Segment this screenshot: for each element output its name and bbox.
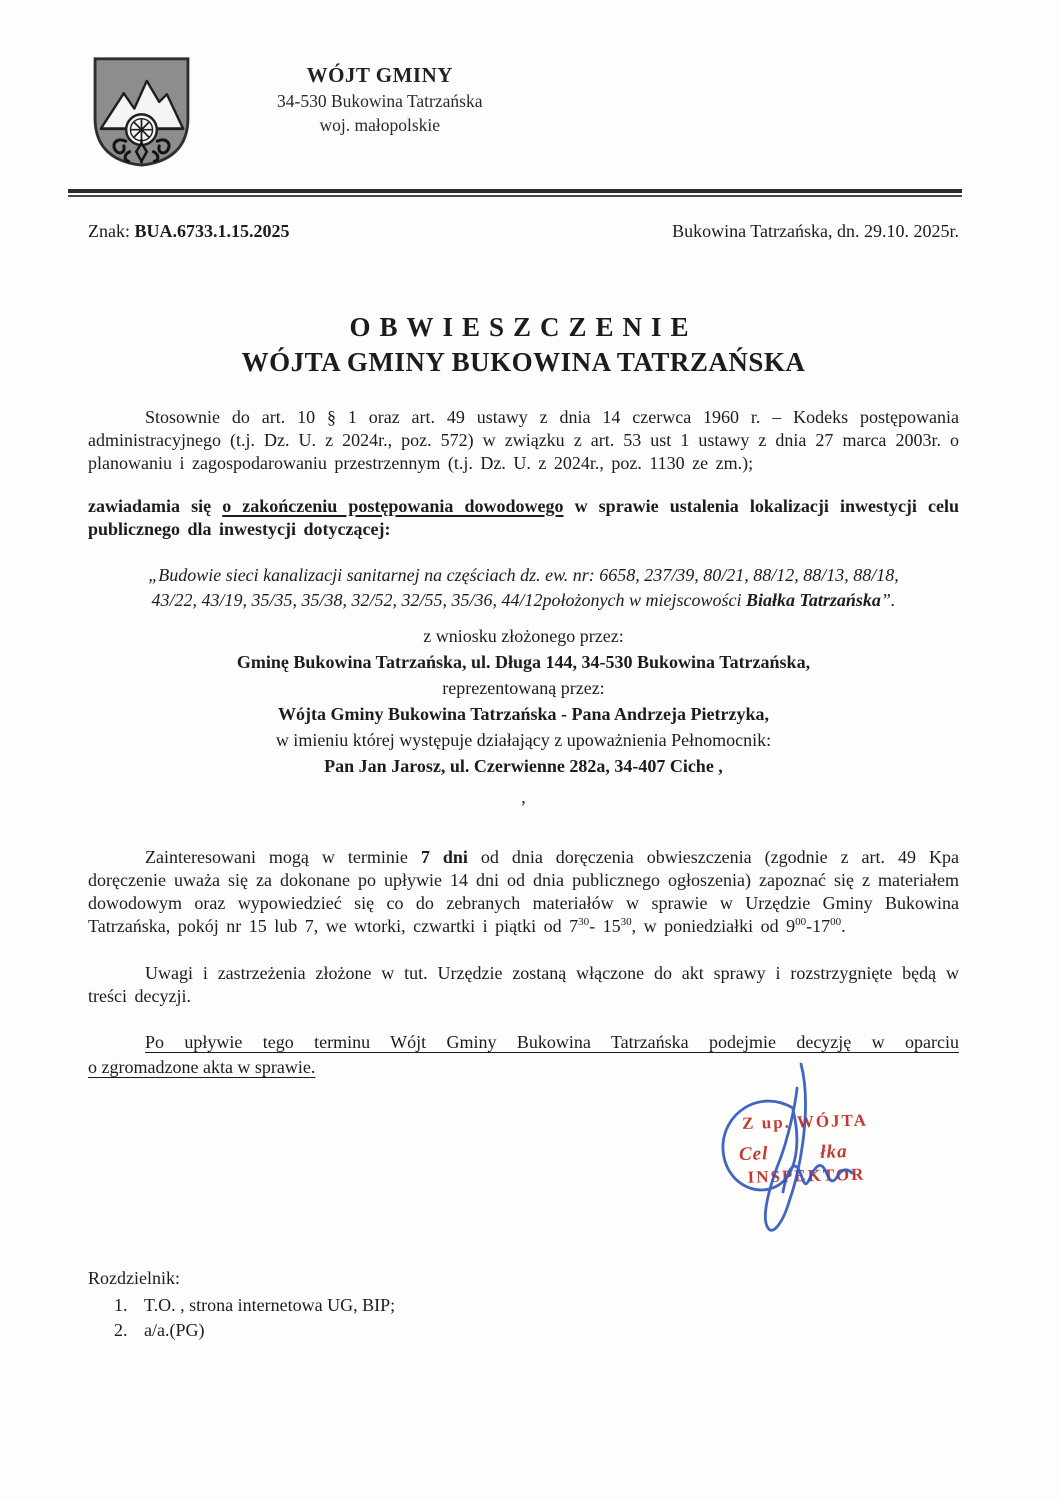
letterhead-text [277, 55, 483, 136]
legal-basis-paragraph: Stosownie do art. 10 § 1 oraz art. 49 ustawy z dnia 14 czerwca 1960 r. – Kodeks postępowania administracyjnego (t.j. Dz. U. z 2024r., poz. 572) w związku z art. 53 ust 1 ustawy z dnia 27 marca 2003r. o planowaniu i zagospodarowaniu przestrzennym (t.j. Dz. U. z 2024r., poz. 1130 ze zm.); [88, 406, 959, 473]
hour-superscript: 30 [578, 915, 590, 928]
deadline-days-bold: 7 dni [420, 846, 468, 867]
case-number [88, 221, 290, 242]
issuer-title: WÓJT GMINY [306, 63, 453, 87]
notification-paragraph [88, 495, 959, 541]
notification-post: w sprawie ustalenia lokalizacji inwestycji celu publicznego dla inwestycji dotyczącej: [88, 495, 960, 539]
reference-row [88, 221, 959, 242]
final-clause-line2: o zgromadzone akta w sprawie. [88, 1056, 316, 1077]
divider-thin-line [68, 195, 962, 197]
applicant-representative: Wójta Gminy Bukowina Tatrzańska - Pana Andrzeja Pietrzyka, [277, 703, 770, 724]
distribution-items [88, 1293, 395, 1343]
list-item-number: 2. [114, 1320, 128, 1340]
stray-comma: , [521, 786, 526, 807]
list-item [114, 1293, 395, 1318]
document-title [88, 312, 959, 378]
deadline-seg: od dnia doręczenia obwieszczenia (zgodnie z art. 49 Kpa doręczenie uważa się za dokonane po upływie 14 dni od dnia publicznego ogłoszenia) zapoznać się z materiałem dowodowym oraz wypowiedzieć się co do zebranych materiałów w sprawie w Urzędzie Gminy Bukowina Tatrzańska, pokój nr 15 lub 7, we wtorki, czwartki i piątki od 7 [88, 846, 959, 936]
investment-description [88, 563, 959, 613]
list-item-text: a/a.(PG) [144, 1320, 205, 1340]
stamp-name-left: Cel [738, 1143, 769, 1165]
hour-superscript: 00 [795, 915, 807, 928]
deadline-seg: , w poniedziałki od 9 [631, 915, 796, 936]
case-number-label: Znak: [88, 220, 130, 241]
applicant-intro: z wniosku złożonego przez: [423, 625, 624, 646]
place-and-date: Bukowina Tatrzańska, dn. 29.10. 2025r. [672, 220, 959, 241]
document-title-line1: OBWIESZCZENIE [349, 311, 698, 342]
final-clause-line1: Po upływie tego terminu Wójt Gminy Bukowina Tatrzańska podejmie decyzję w oparciu [145, 1031, 959, 1052]
investment-locality: Białka Tatrzańska [746, 589, 881, 610]
list-item [114, 1318, 395, 1343]
letterhead [0, 0, 1061, 168]
investment-quote-close: ”. [880, 589, 896, 610]
deadline-seg: Zainteresowani mogą w terminie [145, 846, 421, 867]
applicant-represented-label: reprezentowaną przez: [442, 677, 605, 698]
deadline-paragraph [88, 846, 959, 938]
applicant-block [88, 623, 959, 779]
signature-area [695, 1050, 935, 1260]
deadline-seg: - 15 [589, 915, 621, 936]
applicant-proxy-label: w imieniu której występuje działający z upoważnienia Pełnomocnik: [275, 729, 772, 750]
stamp-authorization-line: Z up. WÓJTA [741, 1110, 869, 1133]
hour-superscript: 30 [620, 915, 632, 928]
investment-description-line1: „Budowie sieci kanalizacji sanitarnej na częściach dz. ew. nr: 6658, 237/39, 80/21, 88/12, 88/13, 88/18, [148, 564, 899, 585]
document-title-line2: WÓJTA GMINY BUKOWINA TATRZAŃSKA [241, 346, 806, 377]
issuer-voivodeship: woj. małopolskie [319, 115, 441, 135]
handwritten-signature [695, 1050, 905, 1250]
list-item-number: 1. [114, 1295, 128, 1315]
investment-parcels: 43/22, 43/19, 35/35, 35/38, 32/52, 32/55, 35/36, 44/12położonych w miejscowości [151, 589, 747, 610]
stamp-name-right: łka [820, 1141, 848, 1163]
divider-thick-line [68, 189, 962, 193]
municipality-coat-of-arms-icon [88, 55, 195, 168]
deadline-seg: . [841, 915, 846, 936]
hour-superscript: 00 [830, 915, 842, 928]
notification-underlined: o zakończeniu postępowania dowodowego [222, 495, 564, 516]
case-number-value: BUA.6733.1.15.2025 [134, 220, 290, 241]
list-item-text: T.O. , strona internetowa UG, BIP; [144, 1295, 396, 1315]
investment-description-line2 [88, 588, 959, 613]
applicant-proxy: Pan Jan Jarosz, ul. Czerwienne 282a, 34-407 Ciche , [324, 755, 723, 776]
header-divider [68, 189, 962, 197]
issuer-address: 34-530 Bukowina Tatrzańska [277, 91, 483, 111]
stamp-position-line: INSPEKTOR [747, 1164, 866, 1187]
applicant-name: Gminę Bukowina Tatrzańska, ul. Długa 144, 34-530 Bukowina Tatrzańska, [236, 651, 811, 672]
deadline-seg: -17 [806, 915, 831, 936]
notification-pre: zawiadamia się [88, 495, 223, 516]
distribution-list [88, 1266, 395, 1343]
distribution-heading: Rozdzielnik: [88, 1268, 180, 1288]
remarks-paragraph: Uwagi i zastrzeżenia złożone w tut. Urzędzie zostaną włączone do akt sprawy i rozstrzygnięte będą w treści decyzji. [88, 962, 959, 1006]
